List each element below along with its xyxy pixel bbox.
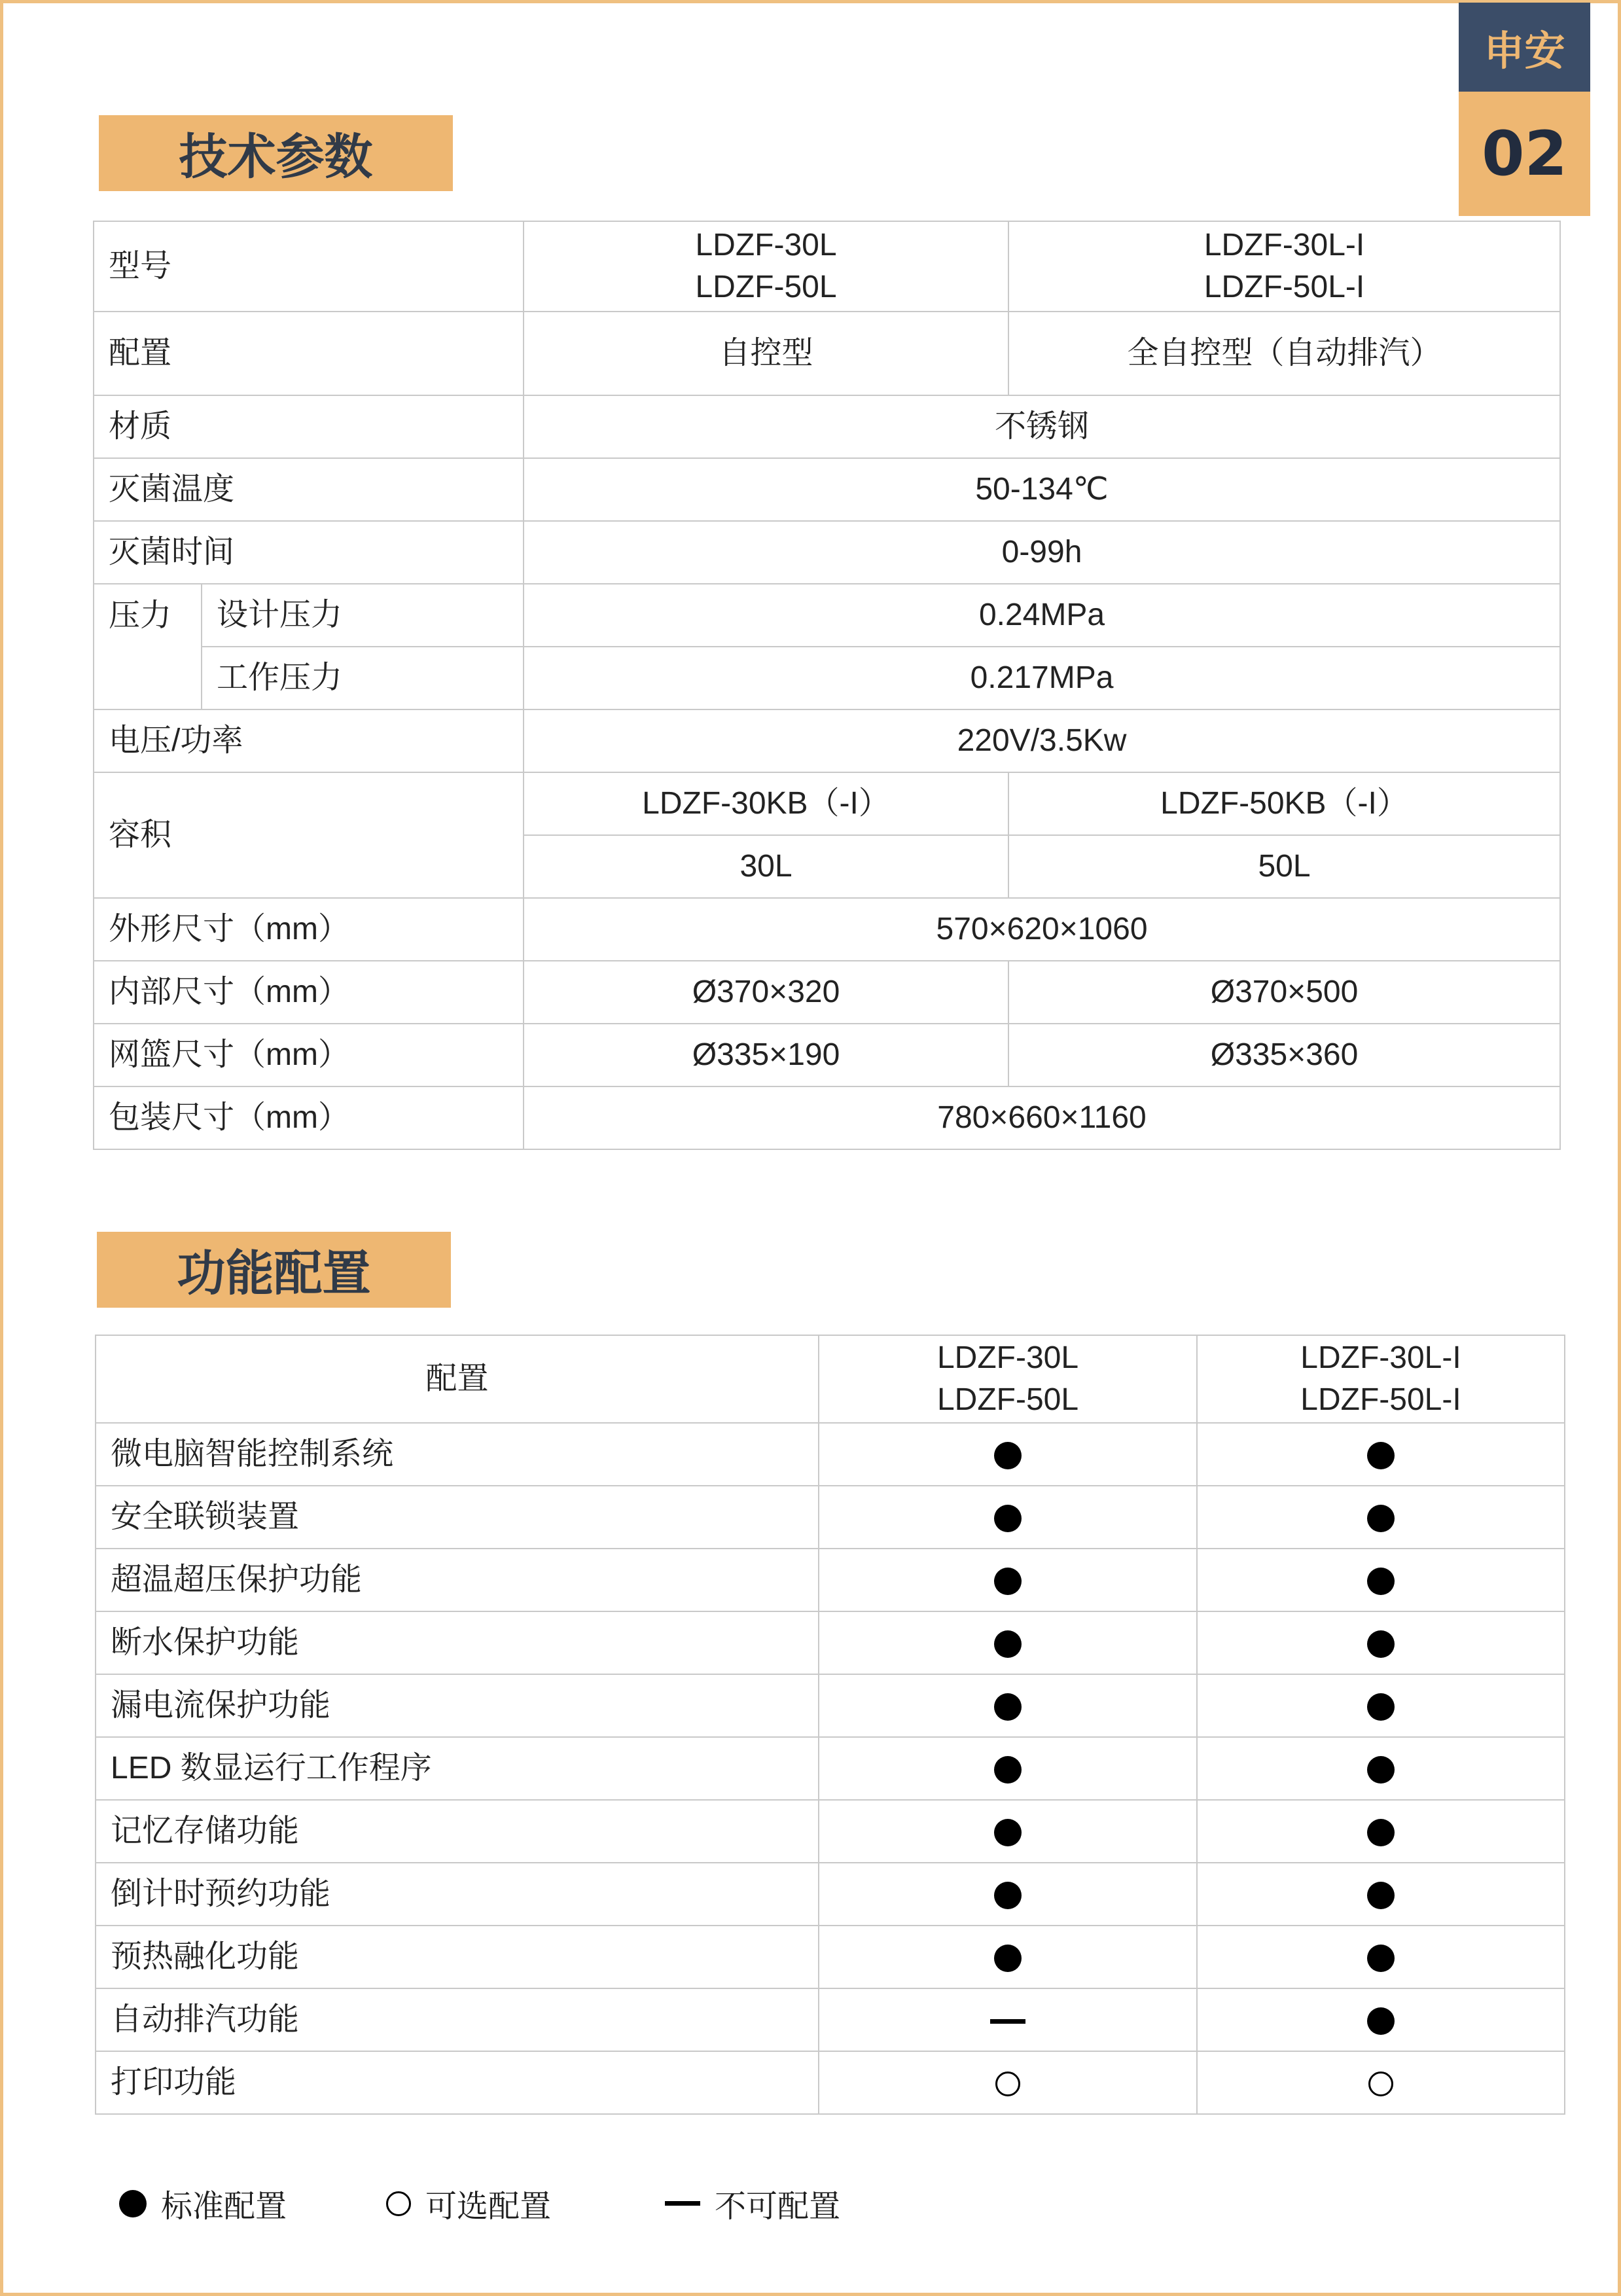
spec-value: 0.217MPa xyxy=(524,647,1560,709)
function-status-b xyxy=(1197,1926,1565,1988)
spec-value xyxy=(1008,221,1560,312)
function-status-a xyxy=(819,1737,1197,1800)
filled-circle-icon xyxy=(1367,1819,1395,1846)
table-row xyxy=(96,1486,1565,1549)
function-status-a xyxy=(819,1549,1197,1611)
spec-row-power xyxy=(94,709,1560,772)
table-row xyxy=(96,2051,1565,2114)
function-name: 超温超压保护功能 xyxy=(96,1549,819,1611)
spec-section-title: 技术参数 xyxy=(99,115,453,191)
filled-circle-icon xyxy=(994,1442,1022,1469)
table-row xyxy=(96,1863,1565,1926)
spec-value: 50L xyxy=(1008,835,1560,898)
filled-circle-icon xyxy=(994,1819,1022,1846)
function-table xyxy=(95,1335,1565,2115)
spec-label: 包装尺寸（mm） xyxy=(94,1086,524,1149)
function-status-b xyxy=(1197,1674,1565,1737)
spec-row-outer-size xyxy=(94,898,1560,961)
model-name: LDZF-30L-I xyxy=(1203,228,1365,262)
legend-label: 标准配置 xyxy=(161,2189,287,2224)
model-name: LDZF-30L xyxy=(695,228,837,262)
spec-value: 50-134℃ xyxy=(524,458,1560,521)
legend-label: 不可配置 xyxy=(715,2189,841,2224)
func-section-title: 功能配置 xyxy=(97,1232,451,1308)
function-status-b xyxy=(1197,1611,1565,1674)
legend-unavailable xyxy=(665,2181,840,2226)
spec-row-basket-size xyxy=(94,1024,1560,1086)
table-row xyxy=(96,1674,1565,1737)
function-status-b xyxy=(1197,1737,1565,1800)
spec-label: 材质 xyxy=(94,395,524,458)
dash-icon xyxy=(665,2201,700,2206)
spec-value: Ø335×190 xyxy=(524,1024,1008,1086)
spec-label: 压力 xyxy=(94,584,202,709)
function-name: 漏电流保护功能 xyxy=(96,1674,819,1737)
spec-row-inner-size xyxy=(94,961,1560,1024)
spec-value: 780×660×1160 xyxy=(524,1086,1560,1149)
filled-circle-icon xyxy=(119,2190,147,2217)
legend-label: 可选配置 xyxy=(425,2189,552,2224)
legend-standard xyxy=(119,2181,287,2226)
function-status-b xyxy=(1197,1988,1565,2051)
spec-label: 灭菌温度 xyxy=(94,458,524,521)
spec-row-model xyxy=(94,221,1560,312)
table-row xyxy=(96,1423,1565,1486)
model-name: LDZF-30L xyxy=(936,1340,1079,1375)
filled-circle-icon xyxy=(1367,1945,1395,1972)
filled-circle-icon xyxy=(1367,1442,1395,1469)
spec-table xyxy=(93,221,1561,1150)
spec-value: 570×620×1060 xyxy=(524,898,1560,961)
spec-label: 配置 xyxy=(94,312,524,395)
function-name: 打印功能 xyxy=(96,2051,819,2114)
function-status-a xyxy=(819,1863,1197,1926)
spec-label: 容积 xyxy=(94,772,524,898)
func-body xyxy=(96,1423,1565,2114)
spec-value: Ø370×500 xyxy=(1008,961,1560,1024)
model-name: LDZF-50L xyxy=(695,270,837,304)
function-name: 断水保护功能 xyxy=(96,1611,819,1674)
filled-circle-icon xyxy=(994,1882,1022,1909)
function-status-a xyxy=(819,1674,1197,1737)
func-header-row xyxy=(96,1335,1565,1423)
spec-label: 内部尺寸（mm） xyxy=(94,961,524,1024)
spec-value: 不锈钢 xyxy=(524,395,1560,458)
function-status-a xyxy=(819,1423,1197,1486)
spec-value: 0-99h xyxy=(524,521,1560,584)
function-name: LED 数显运行工作程序 xyxy=(96,1737,819,1800)
filled-circle-icon xyxy=(994,1945,1022,1972)
spec-value: 30L xyxy=(524,835,1008,898)
spec-row-material xyxy=(94,395,1560,458)
spec-sublabel: 工作压力 xyxy=(202,647,524,709)
spec-value: 0.24MPa xyxy=(524,584,1560,647)
function-status-b xyxy=(1197,1549,1565,1611)
hollow-circle-icon xyxy=(995,2072,1020,2096)
spec-label: 型号 xyxy=(94,221,524,312)
spec-value: 全自控型（自动排汽） xyxy=(1008,312,1560,395)
table-row xyxy=(96,1549,1565,1611)
function-name: 预热融化功能 xyxy=(96,1926,819,1988)
function-status-b xyxy=(1197,1423,1565,1486)
hollow-circle-icon xyxy=(386,2191,411,2216)
spec-value xyxy=(524,221,1008,312)
brand-tab xyxy=(1459,3,1590,216)
spec-row-volume-model xyxy=(94,772,1560,835)
spec-row-work-pressure xyxy=(94,647,1560,709)
spec-sublabel: 设计压力 xyxy=(202,584,524,647)
filled-circle-icon xyxy=(1367,1630,1395,1658)
table-row xyxy=(96,1800,1565,1863)
model-name: LDZF-30L-I xyxy=(1300,1340,1461,1375)
func-header-model-a xyxy=(819,1335,1197,1423)
function-status-a xyxy=(819,1800,1197,1863)
hollow-circle-icon xyxy=(1368,2072,1393,2096)
function-status-b xyxy=(1197,1486,1565,1549)
spec-label: 灭菌时间 xyxy=(94,521,524,584)
filled-circle-icon xyxy=(994,1568,1022,1595)
func-header-label: 配置 xyxy=(96,1335,819,1423)
model-name: LDZF-50L-I xyxy=(1203,270,1365,304)
filled-circle-icon xyxy=(994,1693,1022,1721)
filled-circle-icon xyxy=(1367,1756,1395,1784)
model-name: LDZF-50L xyxy=(936,1382,1079,1417)
function-status-a xyxy=(819,1926,1197,1988)
func-header-model-b xyxy=(1197,1335,1565,1423)
function-status-a xyxy=(819,1611,1197,1674)
function-name: 自动排汽功能 xyxy=(96,1988,819,2051)
spec-row-temperature xyxy=(94,458,1560,521)
filled-circle-icon xyxy=(1367,1882,1395,1909)
spec-value: Ø335×360 xyxy=(1008,1024,1560,1086)
spec-row-package-size xyxy=(94,1086,1560,1149)
function-name: 倒计时预约功能 xyxy=(96,1863,819,1926)
filled-circle-icon xyxy=(994,1630,1022,1658)
table-row xyxy=(96,1926,1565,1988)
dash-icon xyxy=(990,2019,1025,2024)
spec-value: LDZF-30KB（-I） xyxy=(524,772,1008,835)
table-row xyxy=(96,1611,1565,1674)
filled-circle-icon xyxy=(1367,1568,1395,1595)
spec-value: LDZF-50KB（-I） xyxy=(1008,772,1560,835)
filled-circle-icon xyxy=(1367,1505,1395,1532)
page-number: 02 xyxy=(1459,92,1590,216)
spec-value: 220V/3.5Kw xyxy=(524,709,1560,772)
function-status-b xyxy=(1197,2051,1565,2114)
filled-circle-icon xyxy=(1367,1693,1395,1721)
function-status-a xyxy=(819,1988,1197,2051)
function-name: 微电脑智能控制系统 xyxy=(96,1423,819,1486)
legend-optional xyxy=(386,2181,551,2226)
spec-label: 电压/功率 xyxy=(94,709,524,772)
function-status-a xyxy=(819,2051,1197,2114)
filled-circle-icon xyxy=(994,1756,1022,1784)
spec-row-time xyxy=(94,521,1560,584)
brand-name: 申安 xyxy=(1459,3,1590,92)
spec-row-config xyxy=(94,312,1560,395)
model-name: LDZF-50L-I xyxy=(1300,1382,1461,1417)
function-status-b xyxy=(1197,1863,1565,1926)
filled-circle-icon xyxy=(994,1505,1022,1532)
table-row xyxy=(96,1737,1565,1800)
spec-label: 外形尺寸（mm） xyxy=(94,898,524,961)
function-name: 记忆存储功能 xyxy=(96,1800,819,1863)
filled-circle-icon xyxy=(1367,2007,1395,2035)
spec-value: 自控型 xyxy=(524,312,1008,395)
spec-value: Ø370×320 xyxy=(524,961,1008,1024)
table-row xyxy=(96,1988,1565,2051)
function-status-a xyxy=(819,1486,1197,1549)
function-name: 安全联锁装置 xyxy=(96,1486,819,1549)
function-status-b xyxy=(1197,1800,1565,1863)
spec-label: 网篮尺寸（mm） xyxy=(94,1024,524,1086)
spec-row-design-pressure xyxy=(94,584,1560,647)
